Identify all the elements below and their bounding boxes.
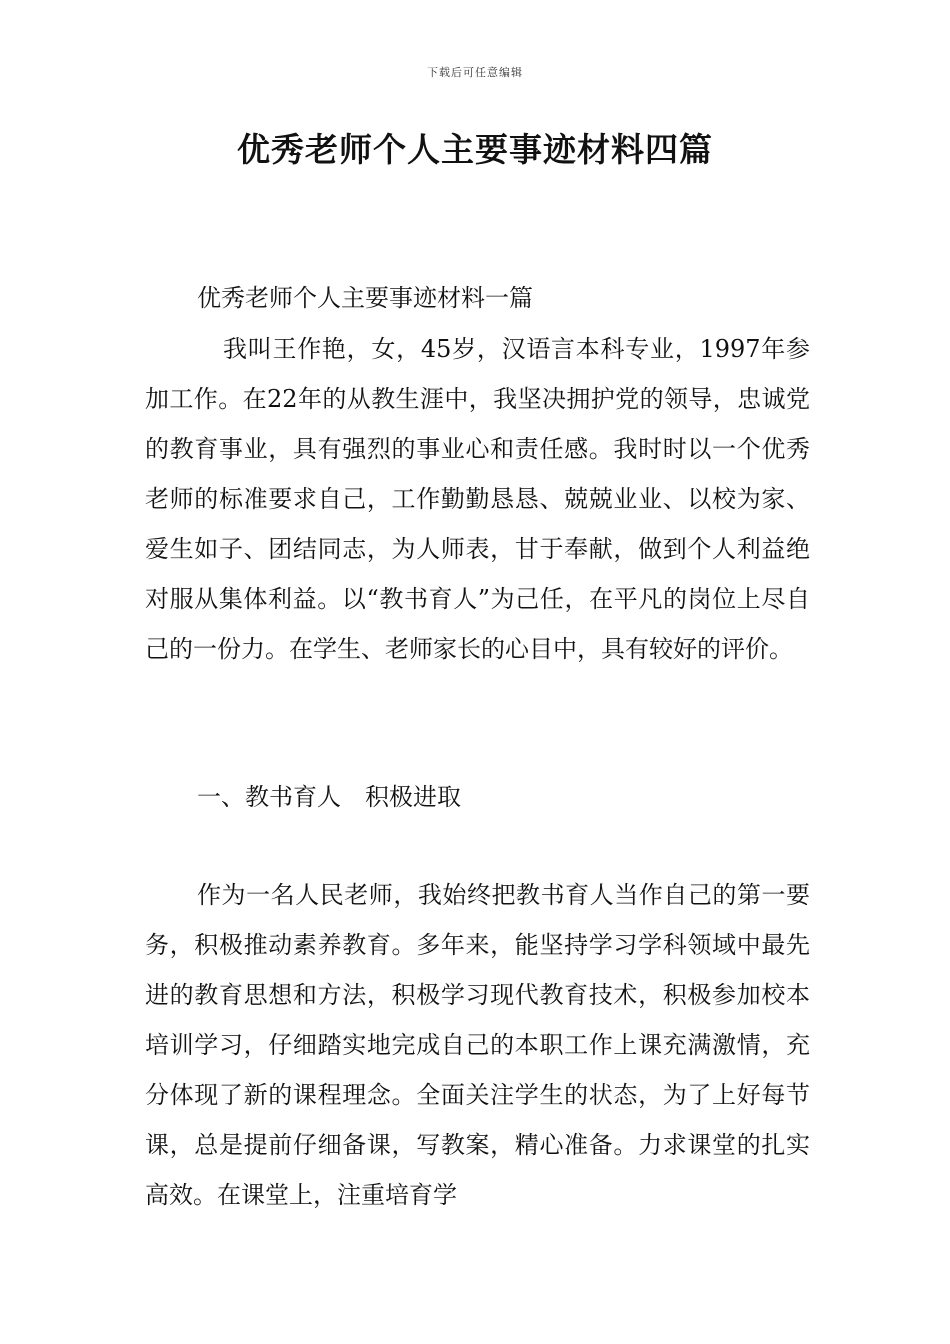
header-note: 下载后可任意编辑 <box>427 66 523 79</box>
paragraph-intro: 我叫王作艳，女，45岁，汉语言本科专业，1997年参加工作。在22年的从教生涯中，我坚决拥护党的领导，忠诚党的教育事业，具有强烈的事业心和责任感。我时时以一个优秀老师的标准要求自己，工作勤勤恳恳、兢兢业业、以校为家、爱生如子、团结同志，为人师表，甘于奉献，做到个人利益绝对服从集体利益。以“教书育人”为己任，在平凡的岗位上尽自己的一份力。在学生、老师家长的心目中，具有较好的评价。 <box>145 335 810 663</box>
section-heading-1: 一、教书育人 积极进取 <box>197 783 461 811</box>
subtitle: 优秀老师个人主要事迹材料一篇 <box>197 284 533 312</box>
document-title: 优秀老师个人主要事迹材料四篇 <box>237 130 713 169</box>
paragraph-section-1: 作为一名人民老师，我始终把教书育人当作自己的第一要务，积极推动素养教育。多年来，能坚持学习学科领域中最先进的教育思想和方法，积极学习现代教育技术，积极参加校本培训学习，仔细踏实地完成自己的本职工作上课充满激情，充分体现了新的课程理念。全面关注学生的状态，为了上好每节课，总是提前仔细备课，写教案，精心准备。力求课堂的扎实高效。在课堂上，注重培育学 <box>145 881 810 1209</box>
